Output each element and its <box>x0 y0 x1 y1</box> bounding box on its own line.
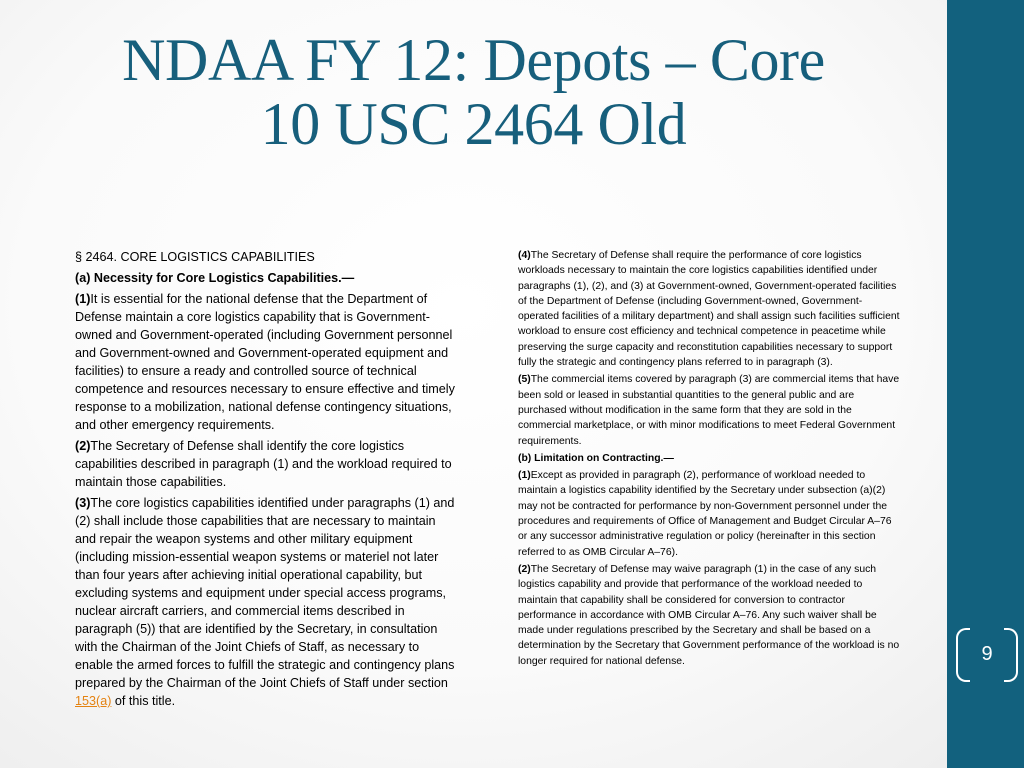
section-heading: § 2464. CORE LOGISTICS CAPABILITIES <box>75 250 315 264</box>
paragraph-a2 <box>75 437 455 491</box>
paragraph-a5-text: The commercial items covered by paragraph (3) are commercial items that have been sold or leased in substantial quantities to the general public and are purchased without modification in the same form that they are sold in the commercial marketplace, or with minor modifications to meet Federal Government requirements. <box>518 374 900 447</box>
slide-title <box>0 28 947 156</box>
page-number: 9 <box>981 643 993 665</box>
paragraph-b2 <box>518 562 900 669</box>
paragraph-a3-tail: of this title. <box>111 694 176 708</box>
page-number-badge <box>956 628 1018 682</box>
paragraph-b2-number: (2) <box>518 563 531 575</box>
paragraph-a3-text: The core logistics capabilities identified under paragraphs (1) and (2) shall include those capabilities that are necessary to maintain and repair the weapon systems and other military equipment (including mission-essential weapon systems or materiel not later than four years after achieving initial operational capability, but excluding systems and equipment under special access programs, nuclear aircraft carriers, and commercial items described in paragraph (5)) that are identified by the Secretary, in consultation with the Chairman of the Joint Chiefs of Staff, as necessary to enable the armed forces to fulfill the strategic and contingency plans prepared by the Chairman of the Joint Chiefs of Staff under section <box>75 496 455 690</box>
paragraph-a2-text: The Secretary of Defense shall identify the core logistics capabilities described in paragraph (1) and the workload required to maintain those capabilities. <box>75 439 452 489</box>
slide-title-line-2: 10 USC 2464 Old <box>260 91 687 157</box>
left-text-column <box>75 248 455 713</box>
paragraph-b1-number: (1) <box>518 470 531 482</box>
paragraph-a1-number: (1) <box>75 292 91 306</box>
section-153a-link[interactable]: 153(a) <box>75 694 112 708</box>
paragraph-a1 <box>75 290 455 434</box>
paragraph-b1-text: Except as provided in paragraph (2), performance of workload needed to maintain a logistics capability identified by the Secretary under subsection (a)(2) may not be contracted for performance by non-Government personnel under the procedures and requirements of Office of Management and Budget Circular A–76 or any successor administrative regulation or policy (hereinafter in this section referred to as OMB Circular A–76). <box>518 470 892 558</box>
paragraph-a3-number: (3) <box>75 496 91 510</box>
right-brace-icon <box>1004 628 1018 682</box>
paragraph-a4-text: The Secretary of Defense shall require the performance of core logistics workloads necessary to maintain the core logistics capabilities identified under paragraphs (1), (2), and (3) at Government-owned, Government-operated facilities of the Department of Defense (including Government-owned, Government-operated facilities of a military department) and shall assign such facilities sufficient workload to ensure cost efficiency and technical competence in peacetime while preserving the surge capacity and reconstitution capabilities necessary to support fully the strategic and contingency plans referred to in paragraph (3). <box>518 250 900 369</box>
left-brace-icon <box>956 628 970 682</box>
subsection-a-heading: (a) Necessity for Core Logistics Capabilities.— <box>75 271 355 285</box>
paragraph-b1 <box>518 468 900 560</box>
paragraph-a5 <box>518 372 900 448</box>
paragraph-a4 <box>518 248 900 370</box>
paragraph-a1-text: It is essential for the national defense that the Department of Defense maintain a core logistics capability that is Government-owned and Government-operated (including Government personnel and Government-owned and Government-operated equipment and facilities) to ensure a ready and controlled source of technical competence and resources necessary to ensure effective and timely response to a mobilization, national defense contingency situations, and other emergency requirements. <box>75 292 455 432</box>
slide-title-line-1: NDAA FY 12: Depots – Core <box>122 27 825 93</box>
paragraph-a5-number: (5) <box>518 374 531 386</box>
paragraph-a2-number: (2) <box>75 439 91 453</box>
subsection-b-heading: (b) Limitation on Contracting.— <box>518 452 674 464</box>
paragraph-a4-number: (4) <box>518 250 531 261</box>
paragraph-b2-text: The Secretary of Defense may waive paragraph (1) in the case of any such logistics capability and provide that performance of the workload needed to maintain that capability shall be considered for conversion to contractor performance in accordance with OMB Circular A–76. Any such waiver shall be made under regulations prescribed by the Secretary and shall be based on a determination by the Secretary that Government performance of the workload is no longer required for national defense. <box>518 563 900 667</box>
paragraph-a3 <box>75 494 455 710</box>
right-text-column <box>518 248 900 671</box>
